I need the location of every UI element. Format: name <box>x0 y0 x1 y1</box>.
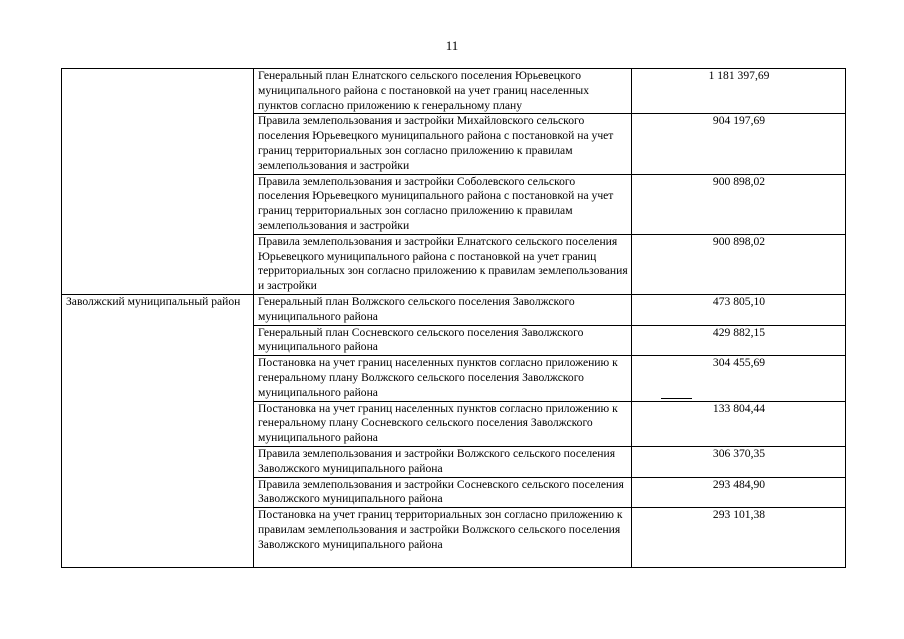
amount-cell: 1 181 397,69 <box>632 69 846 114</box>
amount-cell: 900 898,02 <box>632 174 846 234</box>
document-cell: Генеральный план Сосневского сельского поселения Заволжского муниципального района <box>254 325 632 356</box>
amount-cell: 429 882,15 <box>632 325 846 356</box>
scan-mark-line <box>661 398 692 399</box>
document-cell: Генеральный план Елнатского сельского поселения Юрьевецкого муниципального района с постановкой на учет границ населенных пунктов согласно приложению к генеральному плану <box>254 69 632 114</box>
municipality-cell <box>62 69 254 295</box>
amount-cell: 293 101,38 <box>632 508 846 568</box>
document-cell: Правила землепользования и застройки Михайловского сельского поселения Юрьевецкого муниципального района с постановкой на учет границ территориальных зон согласно приложению к правилам землепользования и застройки <box>254 114 632 174</box>
document-cell: Постановка на учет границ территориальных зон согласно приложению к правилам землепользования и застройки Волжского сельского поселения Заволжского муниципального района <box>254 508 632 568</box>
document-cell: Правила землепользования и застройки Елнатского сельского поселения Юрьевецкого муниципального района с постановкой на учет границ территориальных зон согласно приложению к правилам землепользования и застройки <box>254 234 632 294</box>
table-row <box>62 69 846 114</box>
document-cell: Постановка на учет границ населенных пунктов согласно приложению к генеральному плану Сосневского сельского поселения Заволжского муниципального района <box>254 401 632 446</box>
amount-cell: 473 805,10 <box>632 294 846 325</box>
amount-cell: 304 455,69 <box>632 356 846 401</box>
table-row <box>62 294 846 325</box>
amount-cell: 306 370,35 <box>632 446 846 477</box>
amount-cell: 293 484,90 <box>632 477 846 508</box>
document-cell: Правила землепользования и застройки Сосневского сельского поселения Заволжского муниципального района <box>254 477 632 508</box>
amount-cell: 900 898,02 <box>632 234 846 294</box>
funding-table <box>61 68 846 568</box>
page-number: 11 <box>445 38 459 53</box>
municipality-cell: Заволжский муниципальный район <box>62 294 254 567</box>
document-cell: Генеральный план Волжского сельского поселения Заволжского муниципального района <box>254 294 632 325</box>
amount-cell: 133 804,44 <box>632 401 846 446</box>
document-cell: Постановка на учет границ населенных пунктов согласно приложению к генеральному плану Волжского сельского поселения Заволжского муниципального района <box>254 356 632 401</box>
amount-cell: 904 197,69 <box>632 114 846 174</box>
document-cell: Правила землепользования и застройки Волжского сельского поселения Заволжского муниципального района <box>254 446 632 477</box>
document-cell: Правила землепользования и застройки Соболевского сельского поселения Юрьевецкого муниципального района с постановкой на учет границ территориальных зон согласно приложению к правилам землепользования и застройки <box>254 174 632 234</box>
